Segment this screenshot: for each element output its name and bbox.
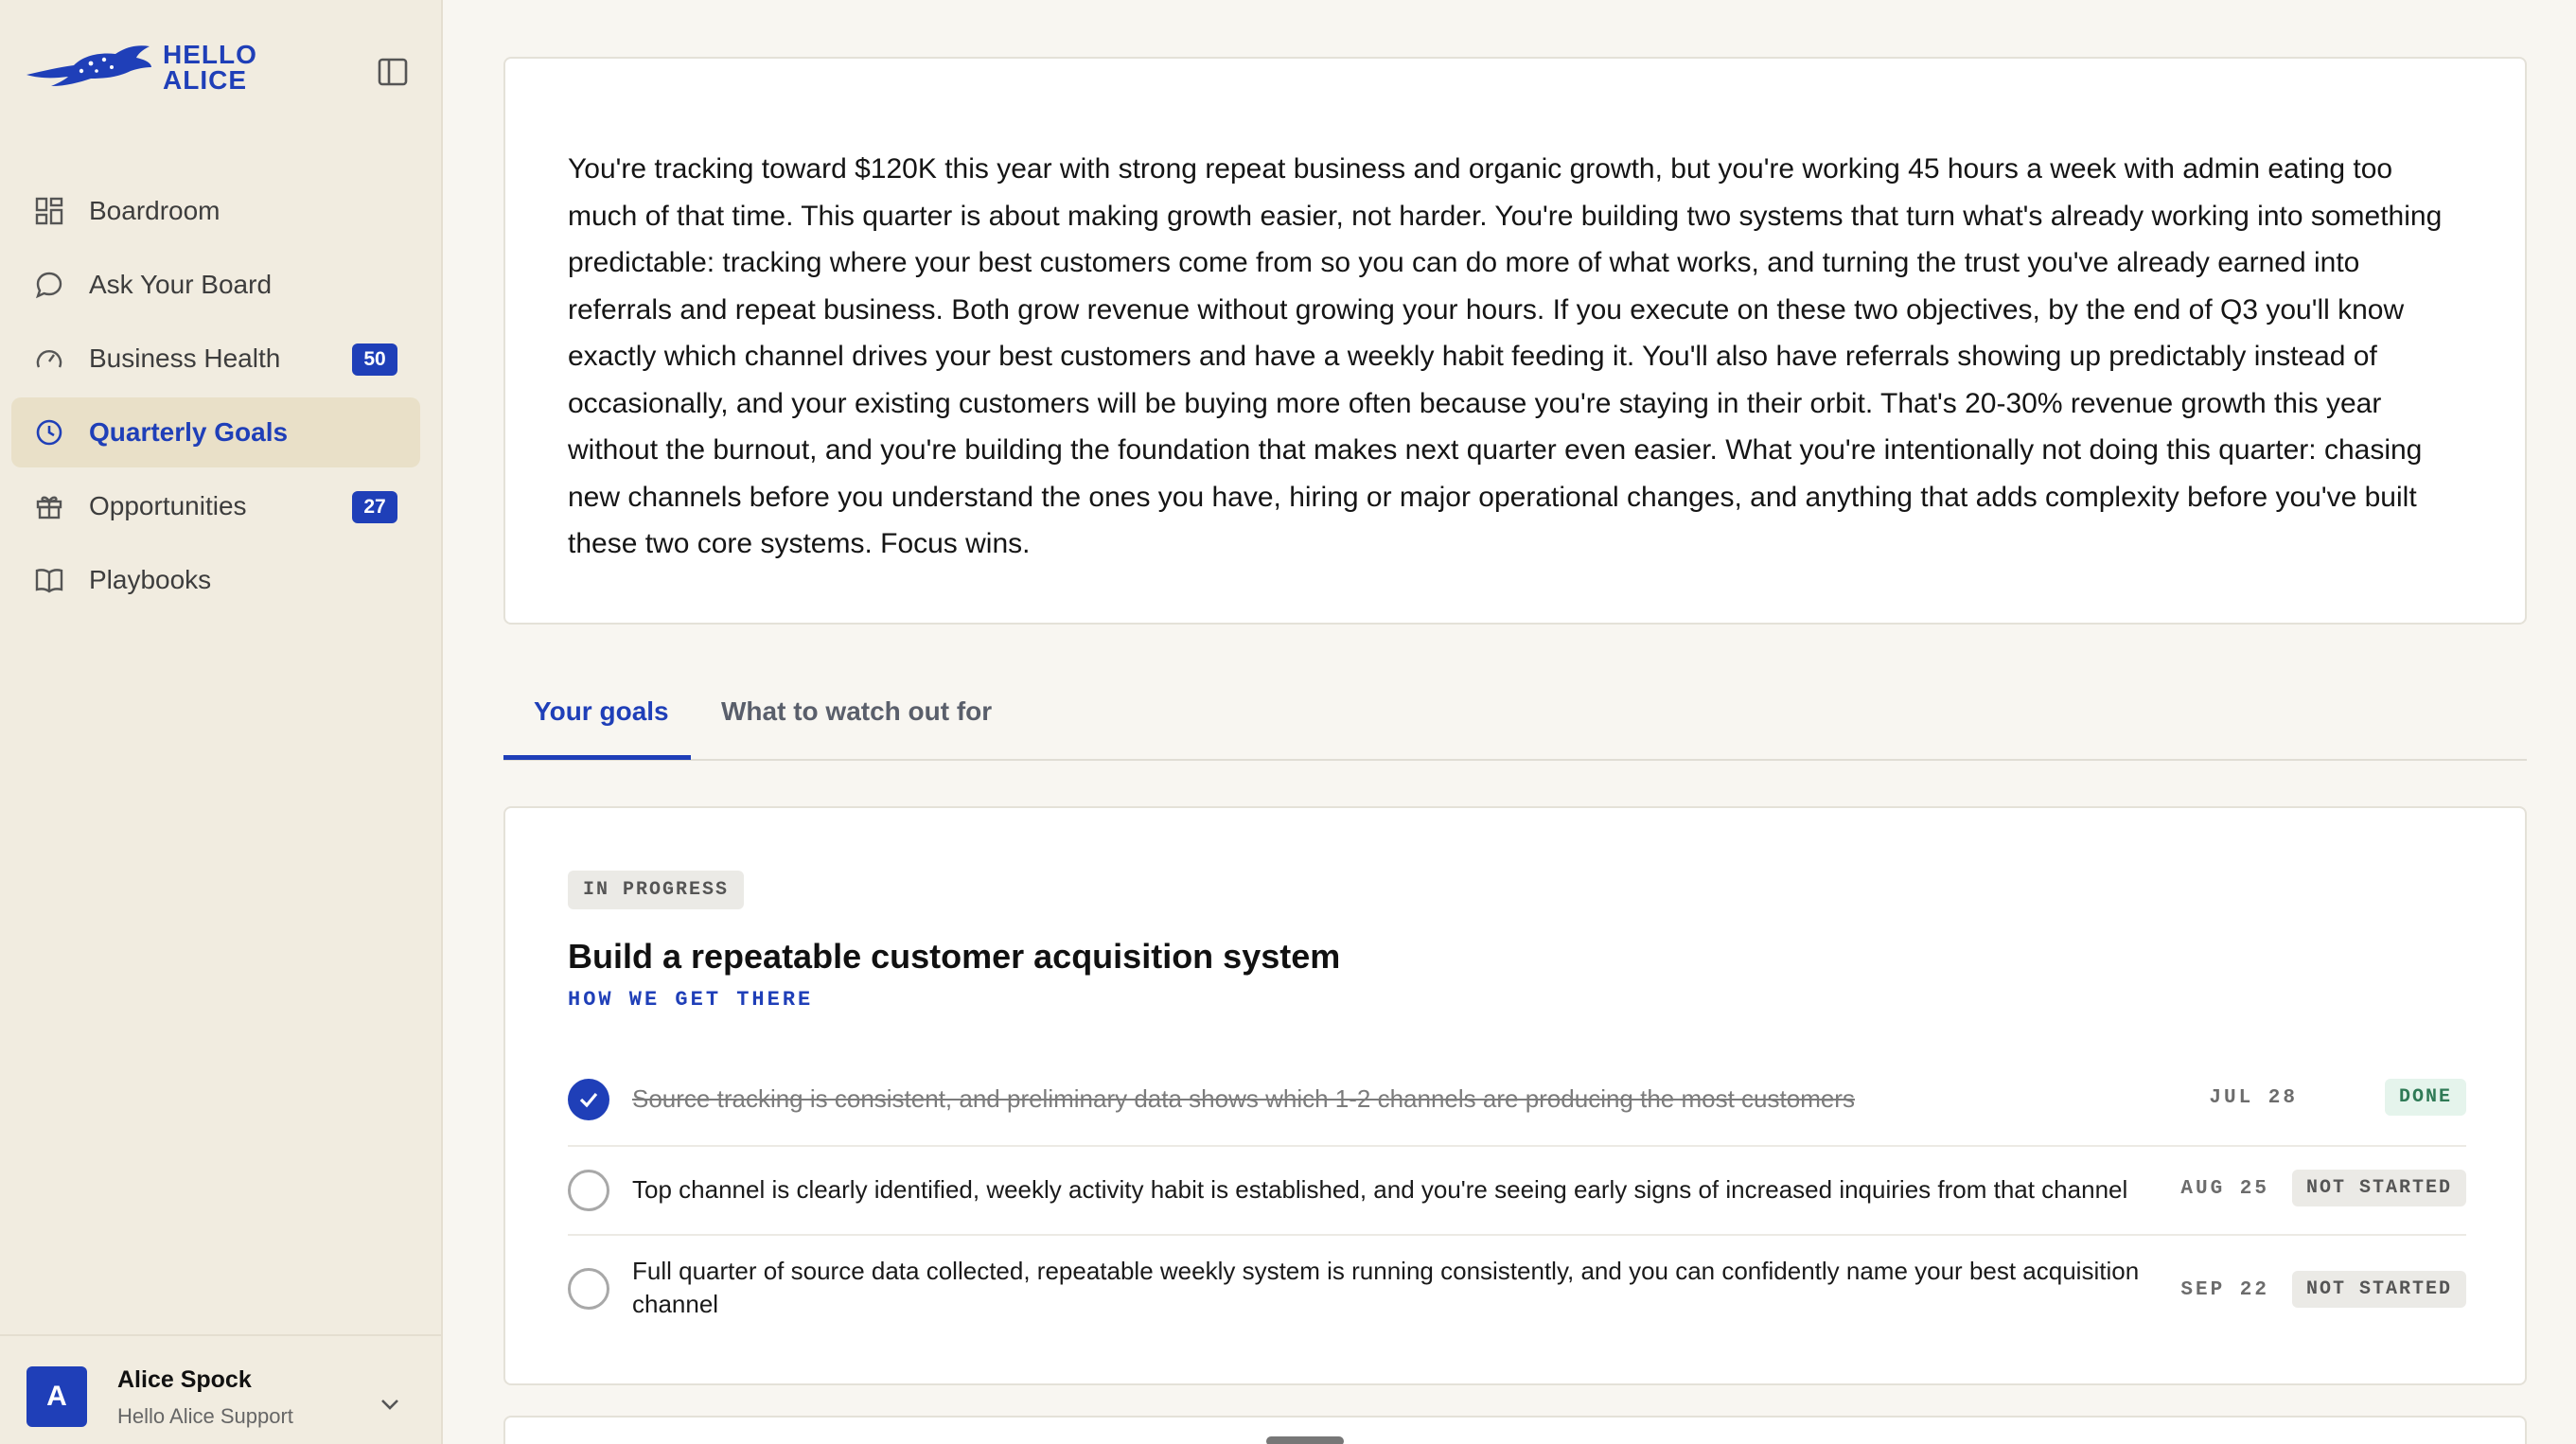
sidebar-item-opportunities[interactable] — [11, 471, 420, 541]
milestone-row — [568, 1145, 2466, 1234]
goal-card — [503, 806, 2527, 1385]
sidebar-item-business-health[interactable] — [11, 324, 420, 394]
sidebar-item-boardroom[interactable] — [11, 176, 420, 246]
user-menu[interactable] — [0, 1334, 443, 1444]
status-badge: IN PROGRESS — [568, 871, 744, 909]
milestone-row — [568, 1056, 2466, 1145]
scroll-handle[interactable] — [1266, 1436, 1344, 1444]
sidebar-item-label: Boardroom — [89, 196, 221, 225]
running-rabbit-icon — [25, 43, 153, 92]
tab-your-goals[interactable]: Your goals — [534, 696, 669, 726]
sidebar-item-label: Quarterly Goals — [89, 417, 289, 447]
chevron-down-icon[interactable] — [377, 1395, 403, 1414]
checkbox-empty-icon[interactable] — [568, 1268, 609, 1310]
milestone-text: Top channel is clearly identified, weekly activity habit is established, and you're seeing early signs of increased inquiries from that channel — [632, 1175, 2128, 1204]
sidebar-item-label: Playbooks — [89, 565, 212, 594]
sidebar-item-label: Business Health — [89, 343, 281, 373]
milestone-date: SEP 22 — [2180, 1279, 2269, 1301]
sidebar-item-label: Ask Your Board — [89, 270, 273, 299]
milestone-date: JUL 28 — [2209, 1087, 2298, 1109]
milestone-text: Source tracking is consistent, and preliminary data shows which 1-2 channels are producing the most customers — [632, 1084, 1855, 1113]
milestone-status-badge: NOT STARTED — [2292, 1271, 2466, 1308]
milestone-status-badge: NOT STARTED — [2292, 1170, 2466, 1206]
count-badge: 27 — [352, 491, 397, 523]
book-icon — [34, 565, 64, 595]
milestone-text: Full quarter of source data collected, repeatable weekly system is running consistently, and you can confidently name your best acquisition channel — [632, 1257, 2140, 1318]
quarter-summary-card — [503, 57, 2527, 625]
chat-bubble-icon — [34, 270, 64, 300]
gift-icon — [34, 491, 64, 521]
gauge-icon — [34, 343, 64, 374]
clock-icon — [34, 417, 64, 448]
goal-tabs — [503, 662, 2527, 761]
grid-icon — [34, 196, 64, 226]
count-badge: 50 — [352, 343, 397, 376]
sidebar-item-quarterly-goals[interactable] — [11, 397, 420, 467]
user-organization: Hello Alice Support — [117, 1404, 293, 1428]
tab-what-to-watch-out-for[interactable]: What to watch out for — [721, 696, 993, 726]
sidebar-nav — [11, 176, 420, 619]
hello-alice-logo[interactable] — [25, 42, 257, 93]
active-tab-indicator — [503, 755, 691, 760]
avatar: A — [26, 1366, 87, 1427]
sidebar-item-label: Opportunities — [89, 491, 247, 520]
checkbox-empty-icon[interactable] — [568, 1170, 609, 1211]
quarter-summary-text: You're tracking toward $120K this year with strong repeat business and organic growth, but you're working 45 hours a week with admin eating too much of that time. This quarter is about making growth easier, not harder. You're building two systems that turn what's already working into something predictable: tracking where your best customers come from so you can do more of what works, and turning the trust you've already earned into referrals and repeat business. Both grow revenue without growing your hours. If you execute on these two objectives, by the end of Q3 you'll know exactly which channel drives your best customers and have a weekly habit feeding it. You'll also have referrals showing up predictably instead of occasionally, and your existing customers will be buying more often because you're staying in their orbit. That's 20-30% revenue growth this year without the burnout, and you're building the foundation that makes next quarter even easier. What you're intentionally not doing this quarter: chasing new channels before you understand the ones you have, hiring or major operational changes, and anything that adds complexity before you've built these two core systems. Focus wins. — [568, 153, 2443, 559]
sidebar-toggle-icon[interactable] — [377, 57, 409, 87]
checkbox-checked-icon[interactable] — [568, 1079, 609, 1120]
sidebar-item-ask-your-board[interactable] — [11, 250, 420, 320]
logo-line-2: ALICE — [163, 65, 247, 95]
milestone-status-badge: DONE — [2385, 1079, 2466, 1116]
logo-wordmark — [163, 42, 257, 93]
sidebar — [0, 0, 443, 1444]
goal-title: Build a repeatable customer acquisition system — [568, 937, 1341, 976]
user-name: Alice Spock — [117, 1366, 252, 1393]
sidebar-item-playbooks[interactable] — [11, 545, 420, 615]
milestone-date: AUG 25 — [2180, 1178, 2269, 1200]
next-goal-card — [503, 1416, 2527, 1444]
milestone-row — [568, 1234, 2466, 1346]
goal-subtitle: HOW WE GET THERE — [568, 988, 814, 1012]
logo-line-1: HELLO — [163, 40, 257, 69]
